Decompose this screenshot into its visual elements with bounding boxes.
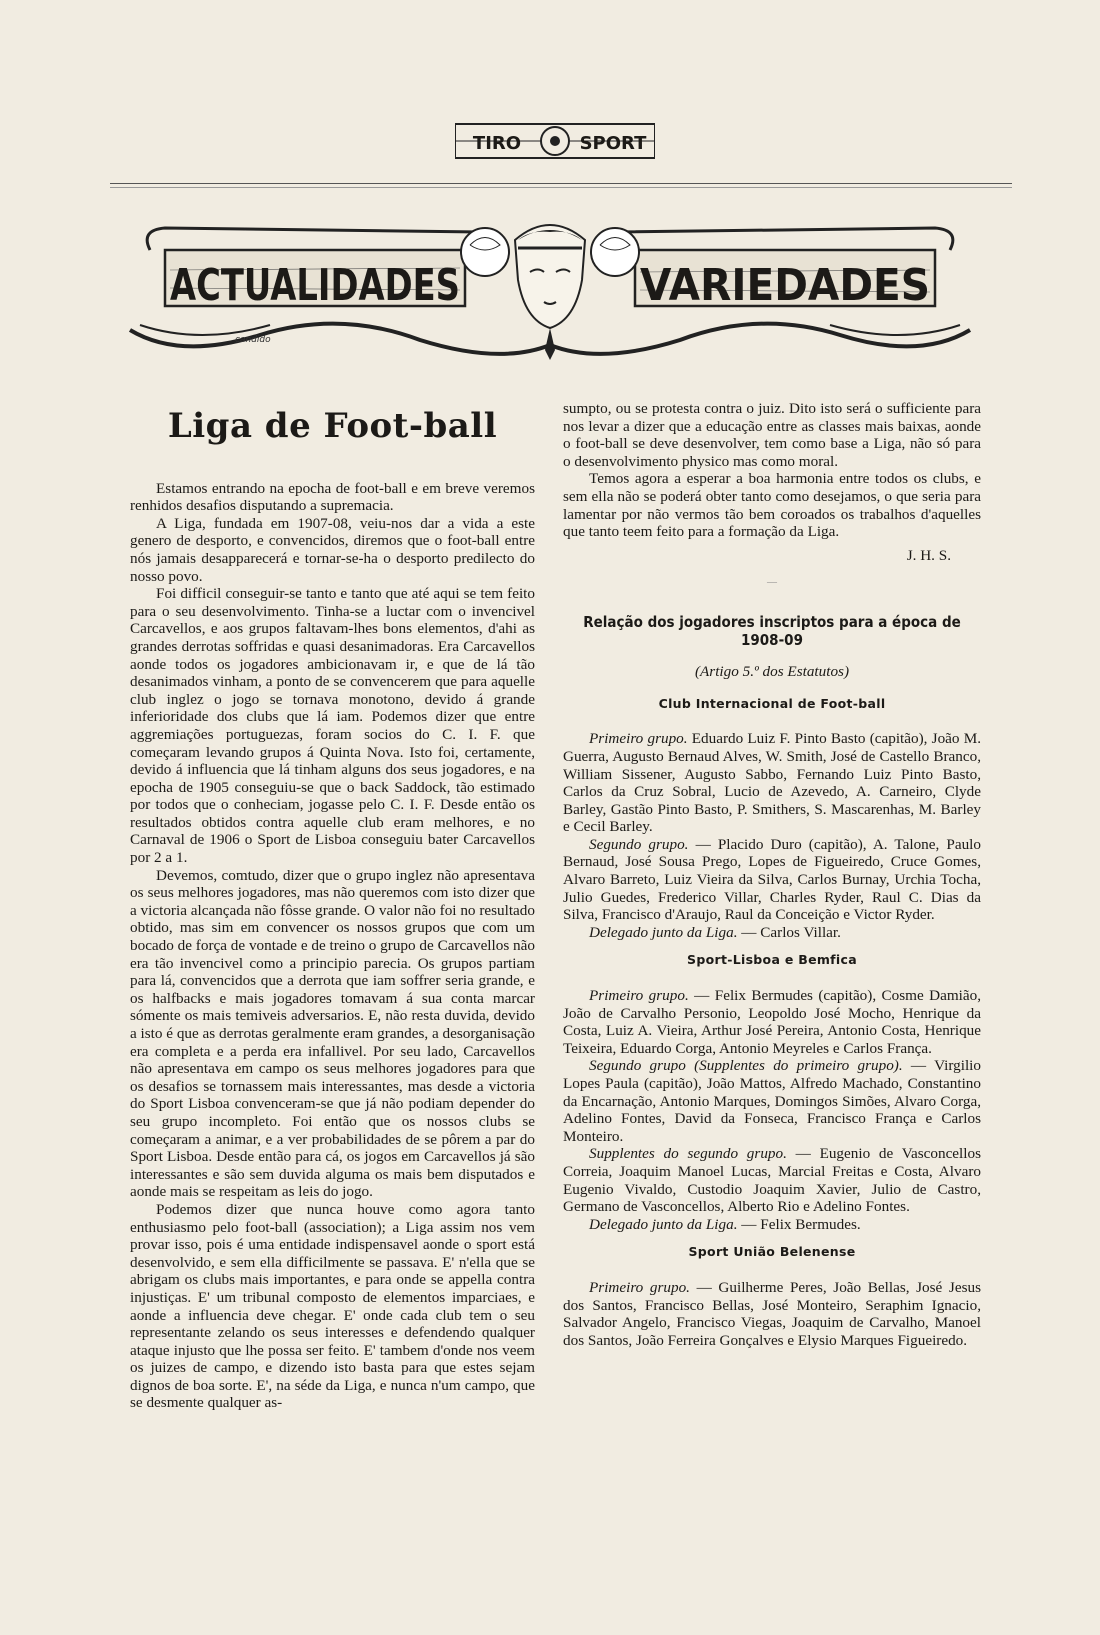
section-separator: ―: [767, 577, 777, 589]
article-signature: J. H. S.: [906, 546, 951, 564]
roster-entry-names: — Eugenio de Vasconcellos Correia, Joaquim Manoel Lucas, Marcial Freitas e Costa, Alvaro Eugenio Vivaldo, Custodio Joaquim Xavier, Julio de Castro, Germano de Vasconcellos, Alberto Rio e Adelino Fontes.: [563, 1145, 981, 1216]
relation-title: Relação dos jogadores inscriptos para a época de 1908-09: [583, 612, 961, 649]
roster-entry-label: Segundo grupo.: [589, 835, 689, 853]
roster-entry-label: Delegado junto da Liga.: [589, 1215, 738, 1233]
article-paragraph: A Liga, fundada em 1907-08, veiu-nos dar a vida a este genero de desporto, e convencidos, diremos que o foot-ball entre nós jamais desapparecerá e tornar-se-ha o desporto predilecto do nosso povo.: [130, 514, 535, 585]
article-right-column: [563, 400, 981, 1349]
article-body: [130, 480, 535, 1412]
roster-entry: [563, 1057, 981, 1145]
banner-artist-signature: candido: [235, 335, 271, 345]
club-name: Sport-Lisboa e Bemfica: [687, 952, 857, 968]
club-name: Sport União Belenense: [688, 1244, 856, 1260]
roster-entry-names: Eduardo Luiz F. Pinto Basto (capitão), João M. Guerra, Augusto Bernaud Alves, W. Smith, José de Castello Branco, William Sissener, Augusto Sabbo, Fernando Luiz Pinto Basto, Carlos da Cruz Sobral, Lucio de Azevedo, A. Carneiro, Clyde Barley, Gastão Pinto Basto, P. Smithers, S. Mascarenhas, M. Barley e Cecil Barley.: [563, 730, 981, 836]
article-paragraph: Podemos dizer que nunca houve como agora tanto enthusiasmo pelo foot-ball (association); a Liga assim nos vem provar isso, pois é uma entidade indispensavel aonde o sport está desenvolvido, e sem ella difficilmente se passava. E' n'ella que se abrigam os clubs mais importantes, e para onde se appella contra injustiças. E' um tribunal composto de elementos imparciaes, e aonde a influencia deve chegar. E' onde cada club tem o seu representante zelando os seus interesses e defendendo qualquer ataque injusto que lhe possa ser feito. E' tambem d'onde nos veem os juizes de campo, e dizendo isto basta para que estes sejam dignos de boa sorte. E', na séde da Liga, e nunca n'um campo, que se desmente qualquer as-: [130, 1200, 535, 1412]
banner-face-ornament: [461, 225, 639, 360]
masthead-right-text: SPORT: [579, 133, 647, 154]
banner-right-word: VARIEDADES: [640, 260, 930, 311]
roster-entry-names: — Guilherme Peres, João Bellas, José Jesus dos Santos, Francisco Bellas, José Monteiro, Seraphim Ignacio, Salvador Angelo, Francisco Viegas, Joaquim de Carvalho, Manoel dos Santos, João Ferreira Gonçalves e Elysio Marques Figueiredo.: [563, 1278, 981, 1349]
roster-entry-names: — Placido Duro (capitão), A. Talone, Paulo Bernaud, José Sousa Prego, Lopes de Figueiredo, Cruce Gomes, Alvaro Barreto, Luiz Vieira da Silva, Carlos Burnay, Urchia Tocha, Julio Guedes, Frederico Villar, Charles Ryder, Raul C. Dias da Silva, Francisco d'Araujo, Raul da Conceição e Victor Ryder.: [563, 835, 981, 924]
article-title: Liga de Foot-ball: [167, 406, 498, 446]
roster-entry-label: Primeiro grupo.: [589, 730, 688, 748]
roster-entry-names: — Virgilio Lopes Paula (capitão), João Mattos, Alfredo Machado, Constantino da Encarnação, Antonio Marques, Domingos Simões, Alvaro Corga, Adelino Fontes, David da Fonseca, Francisco França e Carlos Monteiro.: [563, 1057, 981, 1145]
article-paragraph: Foi difficil conseguir-se tanto e tanto que até aqui se tem feito para o seu desenvolvimento. Tinha-se a luctar com o invencivel Carcavellos, e aos grupos faltavam-lhes bons elementos, d'ahi as grandes derrotas soffridas e quasi desanimadoras. Era Carcavellos aonde todos os jogadores ambicionavam ir, e que de lá tão desanimados vinham, a ponto de se convencerem que para aquelle club inglez o jogo se tornava monotono, devido á grande inferioridade dos clubs que lá iam. Podemos dizer que entre aggremiações portuguezas, foram socios do C. I. F. que começaram levando grupos á Quinta Nova. Isto foi, certamente, devido á influencia que lá tinham alguns dos seus jogadores, e na epocha de 1905 conseguiu-se que o back Saddock, tão estimado por todos que o conheciam, jogasse pelo C. I. F. Desde então os resultados obtidos contra aquelle club eram melhores, e no Carnaval de 1906 o Sport de Lisboa conseguiu bater Carcavellos por 2 a 1.: [130, 585, 535, 867]
roster-entry: [563, 987, 981, 1057]
relation-subtitle: (Artigo 5.º dos Estatutos): [694, 663, 850, 681]
roster-entry-names: — Felix Bermudes (capitão), Cosme Damião, João de Carvalho Personio, Leopoldo José Mocho, Henrique da Costa, Luiz A. Vieira, Arthur José Pereira, Antonio Costa, Henrique Teixeira, Eduardo Corga, Antonio Meyreles e Carlos França.: [563, 987, 982, 1057]
article-paragraph: Estamos entrando na epocha de foot-ball e em breve veremos renhidos desafios disputando a supremacia.: [130, 479, 535, 515]
section-banner: [120, 210, 980, 370]
roster-entry: [563, 836, 981, 924]
roster-entry: [563, 1279, 981, 1349]
article-left-column: [130, 400, 535, 1412]
banner-left-word: ACTUALIDADES: [170, 260, 460, 311]
masthead-logo: [455, 118, 655, 166]
roster-entry-names: — Felix Bermudes.: [737, 1215, 861, 1233]
roster-entry-label: Segundo grupo (Supplentes do primeiro grupo).: [589, 1057, 903, 1075]
masthead-left-text: TIRO: [472, 133, 522, 154]
article-paragraph: Temos agora a esperar a boa harmonia entre todos os clubs, e sem ella não se poderá obter tanto como desejamos, o que seria para lamentar por não vermos tão bem coroados os trabalhos d'aquelles que tanto teem feito para a formação da Liga.: [563, 470, 981, 541]
article-continuation: [563, 400, 981, 541]
roster-entry-label: Primeiro grupo.: [589, 987, 689, 1005]
club-lists: [563, 695, 981, 1350]
roster-entry-label: Delegado junto da Liga.: [589, 923, 738, 941]
header-rule: [110, 183, 1012, 188]
roster-entry: [563, 924, 981, 942]
club-name: Club Internacional de Foot-ball: [658, 695, 886, 711]
roster-entry: [563, 730, 981, 836]
roster-entry: [563, 1216, 981, 1234]
roster-entry-label: Primeiro grupo.: [589, 1278, 690, 1296]
roster-entry: [563, 1145, 981, 1215]
roster-entry-label: Supplentes do segundo grupo.: [589, 1145, 787, 1163]
roster-entry-names: — Carlos Villar.: [737, 923, 841, 941]
article-paragraph: Devemos, comtudo, dizer que o grupo inglez não apresentava os seus melhores jogadores, mas não queremos com isto dizer que a victoria alcançada não fôsse grande. O valor não foi no resultado obtido, mas sim em convencer os nossos grupos que com um bocado de força de vontade e de treino o grupo de Carcavellos não era tão invencivel como a principio parecia. Os grupos partiam para lá, convencidos que a derrota que iam soffrer seria grande, e os halfbacks e mais jogadores tomavam á sua conta marcar sómente os mais temiveis adversarios. E, não resta duvida, devido a isto é que as derrotas geralmente eram grandes, a desorganisação era completa e a perda era infallivel. Por seu lado, Carcavellos não apresentava em campo os seus melhores jogadores para que os desafios se tornassem mais interessantes, mas desde a victoria do Sport Lisboa convenceram-se que já não podiam depender do seu grupo incompleto. Foi então que os nossos clubs se começaram a animar, e a ver probabilidades de se pôrem a par do Sport Lisboa. Desde então para cá, os jogos em Carcavellos já são interessantes e são sem duvida alguma os mais bem disputados e aonde mais se respeitam as leis do jogo.: [130, 866, 535, 1201]
article-paragraph: sumpto, ou se protesta contra o juiz. Dito isto será o sufficiente para nos levar a dizer que a educação entre as classes mais baixas, aonde o foot-ball se deve desenvolver, tem como base a Liga, não só para o desenvolvimento physico mas como moral.: [563, 400, 981, 470]
